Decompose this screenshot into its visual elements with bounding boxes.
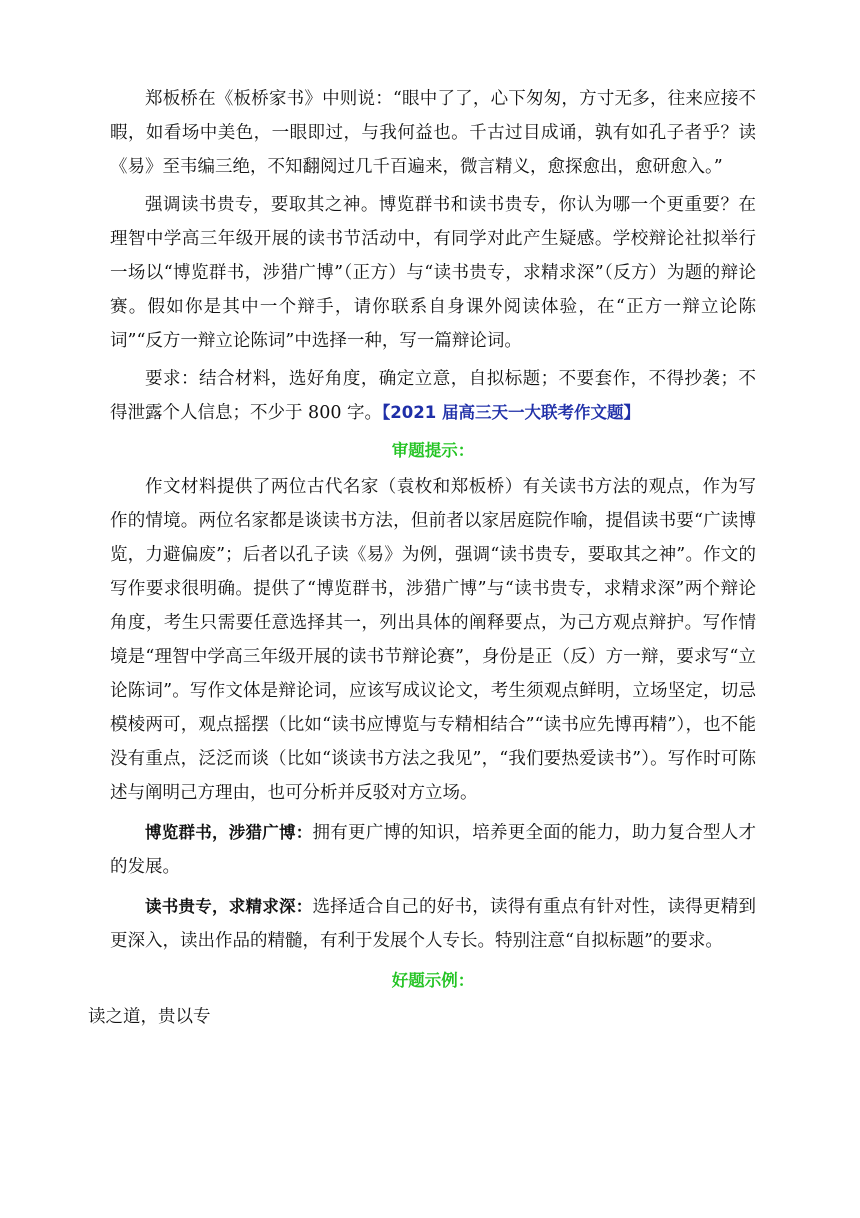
- requirements-text: 要求：结合材料，选好角度，确定立意，自拟标题；不要套作，不得抄袭；不得泄露个人信息；不少于 800 字。: [110, 369, 756, 423]
- term-focused-reading: [110, 890, 756, 958]
- term-extensive-reading: [110, 816, 756, 884]
- exam-source-tag: 【2021 届高三天一大联考作文题】: [382, 403, 640, 422]
- paragraph-requirements: [110, 362, 756, 430]
- example-title-item: 读之道，贵以专: [88, 1007, 211, 1027]
- good-titles-heading: 好题示例：: [391, 971, 475, 990]
- term-extensive-reading-body: 拥有更广博的知识，培养更全面的能力，助力复合型人才的发展。: [110, 823, 756, 877]
- paragraph-zheng-banqiao-quote: 郑板桥在《板桥家书》中则说：“眼中了了，心下匆匆，方寸无多，往来应接不暇，如看场中美色，一眼即过，与我何益也。千古过目成诵，孰有如孔子者乎？读《易》至韦编三绝，不知翻阅过几千百遍来，微言精义，愈探愈出，愈研愈入。”: [110, 89, 756, 177]
- term-focused-reading-body: 选择适合自己的好书，读得有重点有针对性，读得更精到更深入，读出作品的精髓，有利于发展个人专长。特别注意“自拟标题”的要求。: [110, 897, 756, 951]
- term-focused-reading-label: 读书贵专，求精求深：: [145, 897, 313, 916]
- document-page: [88, 82, 756, 1034]
- review-tips-heading: 审题提示：: [391, 441, 475, 460]
- paragraph-debate-prompt: 强调读书贵专，要取其之神。博览群书和读书贵专，你认为哪一个更重要？在理智中学高三年级开展的读书节活动中，有同学对此产生疑感。学校辩论社拟举行一场以“博览群书，涉猎广博”（正方）与“读书贵专，求精求深”（反方）为题的辩论赛。假如你是其中一个辩手，请你联系自身课外阅读体验，在“正方一辩立论陈词”“反方一辩立论陈词”中选择一种，写一篇辩论词。: [110, 195, 756, 351]
- review-tips-body: 作文材料提供了两位古代名家（袁枚和郑板桥）有关读书方法的观点，作为写作的情境。两位名家都是谈读书方法，但前者以家居庭院作喻，提倡读书要“广读博览，力避偏废”；后者以孔子读《易》为例，强调“读书贵专，要取其之神”。作文的写作要求很明确。提供了“博览群书，涉猎广博”与“读书贵专，求精求深”两个辩论角度，考生只需要任意选择其一，列出具体的阐释要点，为己方观点辩护。写作情境是“理智中学高三年级开展的读书节辩论赛”，身份是正（反）方一辩，要求写“立论陈词”。写作文体是辩论词，应该写成议论文，考生须观点鲜明，立场坚定，切忌模棱两可，观点摇摆（比如“读书应博览与专精相结合”“读书应先博再精”），也不能没有重点，泛泛而谈（比如“谈读书方法之我见”，“我们要热爱读书”）。写作时可陈述与阐明己方理由，也可分析并反驳对方立场。: [110, 477, 756, 803]
- term-extensive-reading-label: 博览群书，涉猎广博：: [145, 823, 313, 842]
